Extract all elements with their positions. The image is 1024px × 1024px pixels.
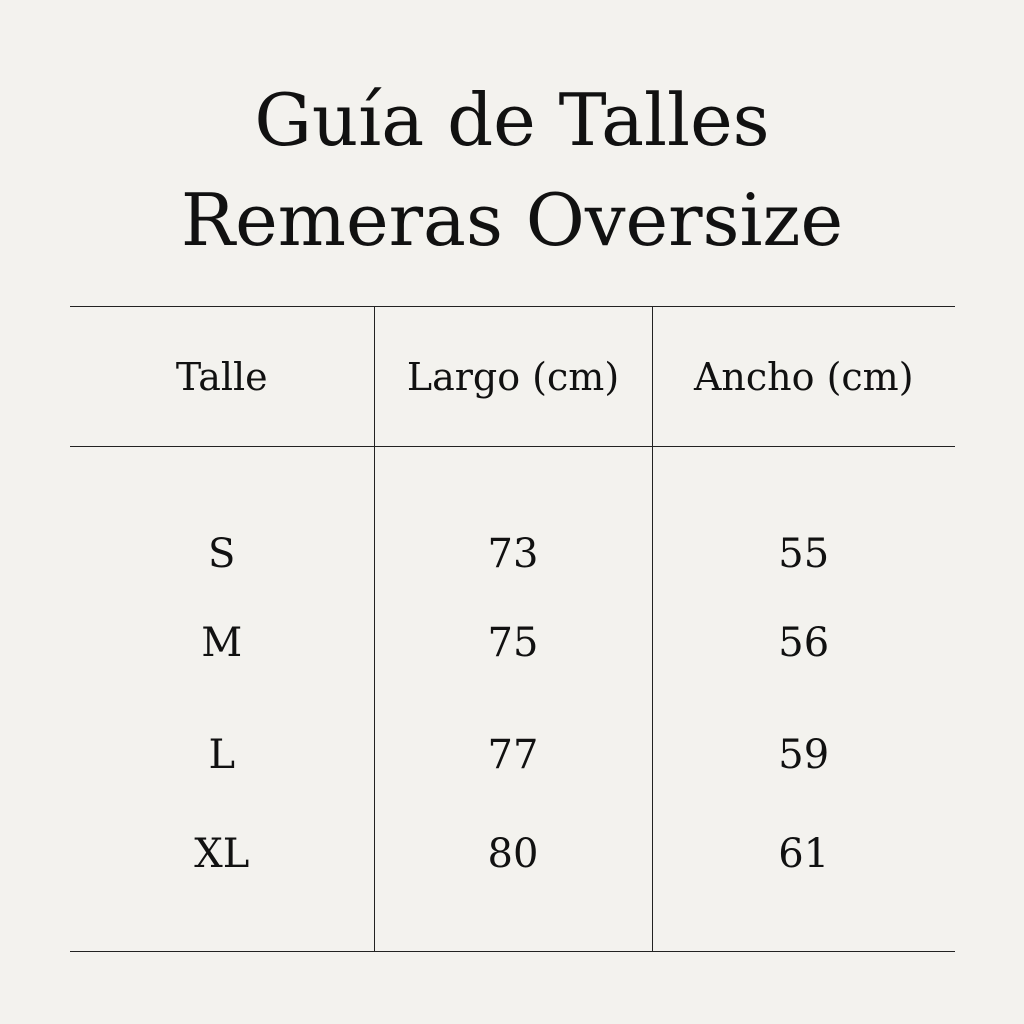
table-row: [70, 811, 955, 952]
cell-largo: 75: [374, 587, 652, 699]
cell-largo: 77: [374, 699, 652, 811]
table-row: [70, 447, 955, 588]
cell-ancho: 56: [652, 587, 955, 699]
cell-talle: M: [201, 620, 243, 666]
header-talle: Talle: [175, 354, 268, 399]
table-row: [70, 587, 955, 699]
cell-largo: 73: [374, 447, 652, 588]
cell-ancho: 61: [652, 811, 955, 952]
cell-talle: S: [208, 531, 236, 577]
title-line-2: Remeras Oversize: [180, 178, 844, 262]
table-header: [70, 307, 955, 447]
header-row: [70, 307, 955, 447]
cell-talle: XL: [194, 831, 250, 877]
table-row: [70, 699, 955, 811]
table-body: [70, 447, 955, 952]
cell-largo: 80: [374, 811, 652, 952]
header-ancho: Ancho (cm): [652, 307, 955, 447]
page-title: [0, 70, 1024, 270]
cell-ancho: 55: [652, 447, 955, 588]
size-table: [70, 306, 955, 952]
header-largo: Largo (cm): [374, 307, 652, 447]
cell-ancho: 59: [652, 699, 955, 811]
cell-talle: L: [208, 732, 236, 778]
title-line-1: Guía de Talles: [254, 78, 770, 162]
